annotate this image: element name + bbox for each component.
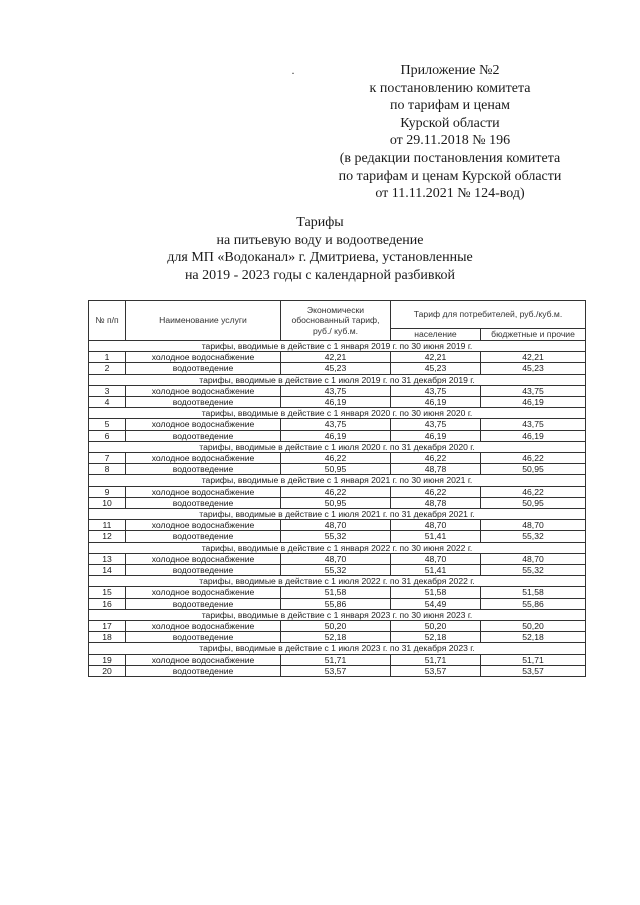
population-tariff: 50,20 [391, 621, 481, 632]
budget-tariff: 55,86 [481, 598, 586, 609]
period-label: тарифы, вводимые в действие с 1 января 2021 г. по 30 июня 2021 г. [89, 475, 586, 486]
period-row [89, 542, 586, 553]
budget-tariff: 48,70 [481, 520, 586, 531]
appendix-header [300, 62, 600, 203]
table-row [89, 553, 586, 564]
service-name: водоотведение [126, 464, 281, 475]
budget-tariff: 50,20 [481, 621, 586, 632]
row-number: 20 [89, 665, 126, 676]
population-tariff: 48,70 [391, 553, 481, 564]
service-name: холодное водоснабжение [126, 654, 281, 665]
service-name: холодное водоснабжение [126, 621, 281, 632]
economic-tariff: 46,19 [281, 430, 391, 441]
table-row [89, 531, 586, 542]
economic-tariff: 55,32 [281, 565, 391, 576]
period-row [89, 643, 586, 654]
period-label: тарифы, вводимые в действие с 1 июля 2020 г. по 31 декабря 2020 г. [89, 441, 586, 452]
row-number: 11 [89, 520, 126, 531]
economic-tariff: 45,23 [281, 363, 391, 374]
budget-tariff: 48,70 [481, 553, 586, 564]
period-label: тарифы, вводимые в действие с 1 января 2020 г. по 30 июня 2020 г. [89, 408, 586, 419]
service-name: водоотведение [126, 632, 281, 643]
row-number: 13 [89, 553, 126, 564]
population-tariff: 51,41 [391, 531, 481, 542]
budget-tariff: 43,75 [481, 419, 586, 430]
economic-tariff: 43,75 [281, 419, 391, 430]
table-row [89, 397, 586, 408]
budget-tariff: 42,21 [481, 352, 586, 363]
economic-tariff: 48,70 [281, 520, 391, 531]
economic-tariff: 50,95 [281, 464, 391, 475]
population-tariff: 51,41 [391, 565, 481, 576]
header-service: Наименование услуги [126, 301, 281, 341]
row-number: 14 [89, 565, 126, 576]
economic-tariff: 50,20 [281, 621, 391, 632]
service-name: холодное водоснабжение [126, 385, 281, 396]
service-name: водоотведение [126, 565, 281, 576]
row-number: 16 [89, 598, 126, 609]
table-row [89, 632, 586, 643]
row-number: 10 [89, 497, 126, 508]
period-label: тарифы, вводимые в действие с 1 июля 2022 г. по 31 декабря 2022 г. [89, 576, 586, 587]
population-tariff: 46,19 [391, 430, 481, 441]
service-name: водоотведение [126, 531, 281, 542]
table-row [89, 486, 586, 497]
table-row [89, 385, 586, 396]
service-name: холодное водоснабжение [126, 419, 281, 430]
service-name: холодное водоснабжение [126, 553, 281, 564]
row-number: 5 [89, 419, 126, 430]
header-line: от 11.11.2021 № 124-вод) [375, 186, 525, 202]
row-number: 19 [89, 654, 126, 665]
economic-tariff: 48,70 [281, 553, 391, 564]
budget-tariff: 50,95 [481, 497, 586, 508]
period-row [89, 374, 586, 385]
budget-tariff: 46,22 [481, 453, 586, 464]
service-name: холодное водоснабжение [126, 453, 281, 464]
population-tariff: 51,71 [391, 654, 481, 665]
row-number: 2 [89, 363, 126, 374]
period-row [89, 341, 586, 352]
budget-tariff: 50,95 [481, 464, 586, 475]
row-number: 1 [89, 352, 126, 363]
table-row [89, 520, 586, 531]
economic-tariff: 50,95 [281, 497, 391, 508]
service-name: водоотведение [126, 598, 281, 609]
row-number: 4 [89, 397, 126, 408]
period-label: тарифы, вводимые в действие с 1 января 2019 г. по 30 июня 2019 г. [89, 341, 586, 352]
header-line: от 29.11.2018 № 196 [389, 133, 511, 149]
header-economic-tariff: Экономически обоснованный тариф, руб./ куб.м. [281, 301, 391, 341]
population-tariff: 42,21 [391, 352, 481, 363]
economic-tariff: 55,32 [281, 531, 391, 542]
table-row [89, 363, 586, 374]
table-row [89, 453, 586, 464]
population-tariff: 54,49 [391, 598, 481, 609]
budget-tariff: 51,58 [481, 587, 586, 598]
population-tariff: 46,22 [391, 486, 481, 497]
service-name: холодное водоснабжение [126, 486, 281, 497]
service-name: водоотведение [126, 497, 281, 508]
tariff-table [88, 300, 586, 677]
period-label: тарифы, вводимые в действие с 1 июля 2021 г. по 31 декабря 2021 г. [89, 509, 586, 520]
tariff-table-body [89, 341, 586, 677]
table-row [89, 430, 586, 441]
table-row [89, 621, 586, 632]
economic-tariff: 51,71 [281, 654, 391, 665]
economic-tariff: 53,57 [281, 665, 391, 676]
population-tariff: 48,78 [391, 497, 481, 508]
service-name: холодное водоснабжение [126, 587, 281, 598]
table-row [89, 497, 586, 508]
budget-tariff: 52,18 [481, 632, 586, 643]
economic-tariff: 43,75 [281, 385, 391, 396]
row-number: 18 [89, 632, 126, 643]
title-line: на питьевую воду и водоотведение [216, 232, 424, 248]
row-number: 15 [89, 587, 126, 598]
economic-tariff: 55,86 [281, 598, 391, 609]
header-budget: бюджетные и прочие [481, 329, 586, 341]
population-tariff: 46,22 [391, 453, 481, 464]
corner-mark: · [291, 66, 295, 80]
budget-tariff: 51,71 [481, 654, 586, 665]
table-row [89, 587, 586, 598]
economic-tariff: 51,58 [281, 587, 391, 598]
table-row [89, 654, 586, 665]
period-label: тарифы, вводимые в действие с 1 января 2023 г. по 30 июня 2023 г. [89, 609, 586, 620]
header-line: по тарифам и ценам [390, 98, 510, 114]
table-row [89, 352, 586, 363]
economic-tariff: 46,22 [281, 453, 391, 464]
period-label: тарифы, вводимые в действие с 1 июля 2023 г. по 31 декабря 2023 г. [89, 643, 586, 654]
period-label: тарифы, вводимые в действие с 1 июля 2019 г. по 31 декабря 2019 г. [89, 374, 586, 385]
period-row [89, 408, 586, 419]
header-line: к постановлению комитета [369, 80, 531, 96]
economic-tariff: 46,22 [281, 486, 391, 497]
title-line: для МП «Водоканал» г. Дмитриева, установленные [167, 250, 473, 266]
service-name: холодное водоснабжение [126, 520, 281, 531]
table-row [89, 419, 586, 430]
budget-tariff: 43,75 [481, 385, 586, 396]
period-row [89, 441, 586, 452]
header-line: (в редакции постановления комитета [339, 150, 561, 166]
row-number: 17 [89, 621, 126, 632]
header-num: № п/п [89, 301, 126, 341]
row-number: 12 [89, 531, 126, 542]
population-tariff: 43,75 [391, 419, 481, 430]
budget-tariff: 46,22 [481, 486, 586, 497]
budget-tariff: 45,23 [481, 363, 586, 374]
population-tariff: 45,23 [391, 363, 481, 374]
document-title [140, 214, 500, 284]
population-tariff: 53,57 [391, 665, 481, 676]
service-name: водоотведение [126, 397, 281, 408]
header-line: Курской области [400, 115, 500, 131]
row-number: 7 [89, 453, 126, 464]
service-name: водоотведение [126, 665, 281, 676]
budget-tariff: 55,32 [481, 565, 586, 576]
header-consumer-tariff: Тариф для потребителей, руб./куб.м. [391, 301, 586, 329]
budget-tariff: 55,32 [481, 531, 586, 542]
population-tariff: 52,18 [391, 632, 481, 643]
population-tariff: 48,78 [391, 464, 481, 475]
row-number: 3 [89, 385, 126, 396]
table-row [89, 565, 586, 576]
header-population: население [391, 329, 481, 341]
period-row [89, 475, 586, 486]
table-row [89, 665, 586, 676]
period-row [89, 609, 586, 620]
period-row [89, 509, 586, 520]
budget-tariff: 46,19 [481, 430, 586, 441]
budget-tariff: 46,19 [481, 397, 586, 408]
service-name: водоотведение [126, 430, 281, 441]
service-name: холодное водоснабжение [126, 352, 281, 363]
header-line: по тарифам и ценам Курской области [338, 168, 562, 184]
economic-tariff: 42,21 [281, 352, 391, 363]
budget-tariff: 53,57 [481, 665, 586, 676]
economic-tariff: 46,19 [281, 397, 391, 408]
population-tariff: 43,75 [391, 385, 481, 396]
population-tariff: 48,70 [391, 520, 481, 531]
period-label: тарифы, вводимые в действие с 1 января 2022 г. по 30 июня 2022 г. [89, 542, 586, 553]
table-row [89, 598, 586, 609]
row-number: 9 [89, 486, 126, 497]
row-number: 6 [89, 430, 126, 441]
period-row [89, 576, 586, 587]
header-line: Приложение №2 [400, 63, 500, 78]
title-line: на 2019 - 2023 годы с календарной разбивкой [184, 267, 456, 283]
row-number: 8 [89, 464, 126, 475]
economic-tariff: 52,18 [281, 632, 391, 643]
title-line: Тарифы [296, 215, 344, 230]
population-tariff: 51,58 [391, 587, 481, 598]
table-row [89, 464, 586, 475]
population-tariff: 46,19 [391, 397, 481, 408]
service-name: водоотведение [126, 363, 281, 374]
